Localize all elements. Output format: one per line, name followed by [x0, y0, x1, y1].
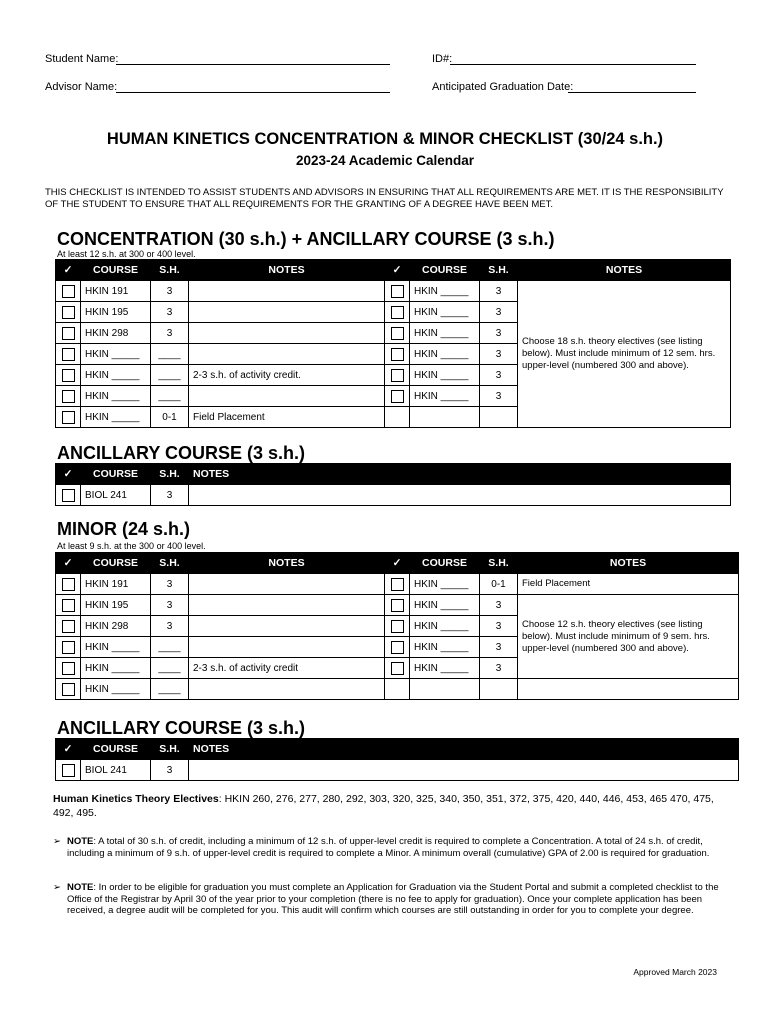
course-header: COURSE [81, 739, 151, 760]
minor-subnote: At least 9 s.h. at the 300 or 400 level. [57, 541, 206, 551]
sh-cell: ____ [151, 344, 189, 365]
checkbox[interactable] [62, 285, 75, 298]
course-cell: HKIN 191 [81, 574, 151, 595]
checkbox[interactable] [62, 578, 75, 591]
checkbox[interactable] [391, 599, 404, 612]
checkbox[interactable] [391, 662, 404, 675]
sh-header: S.H. [151, 739, 189, 760]
notes-cell [189, 344, 385, 365]
table-row [56, 658, 385, 679]
course-cell: HKIN 195 [81, 302, 151, 323]
checkbox[interactable] [62, 390, 75, 403]
notes-cell [189, 386, 385, 407]
sh-cell: 3 [151, 281, 189, 302]
note-text: : In order to be eligible for graduation you must complete an Application for Graduation via the Student Portal and submit a completed checklist to the Office of the Registrar by April 30 of the year prior to your completion (there is no fee to apply for graduation). Once your complete application has been received, a degree audit will be completed for you. This audit will confirm which courses are still outstanding in order for you to complete your degree. [67, 882, 719, 916]
course-cell: HKIN _____ [410, 365, 480, 386]
check-header: ✓ [385, 260, 410, 281]
notes-header: NOTES [189, 464, 731, 485]
sh-header: S.H. [480, 553, 518, 574]
sh-cell: 3 [151, 323, 189, 344]
course-cell: HKIN _____ [410, 323, 480, 344]
notes-cell [189, 595, 385, 616]
notes-cell: 2-3 s.h. of activity credit. [189, 365, 385, 386]
arrow-bullet-icon: ➢ [53, 882, 61, 893]
course-cell: BIOL 241 [81, 485, 151, 506]
advisor-name-label: Advisor Name: [45, 81, 118, 93]
sh-cell: 0-1 [151, 407, 189, 428]
notes-cell [189, 323, 385, 344]
checkbox[interactable] [62, 489, 75, 502]
notes-cell [189, 616, 385, 637]
checkbox[interactable] [391, 348, 404, 361]
course-header: COURSE [81, 464, 151, 485]
table-row [56, 485, 731, 506]
sh-cell: 3 [151, 760, 189, 781]
course-cell: HKIN 195 [81, 595, 151, 616]
sh-cell: 3 [480, 281, 518, 302]
table-row [56, 407, 385, 428]
course-cell: HKIN _____ [81, 637, 151, 658]
checkbox[interactable] [62, 683, 75, 696]
electives-label: Human Kinetics Theory Electives [53, 793, 219, 805]
notes-header: NOTES [518, 260, 731, 281]
student-name-label: Student Name: [45, 53, 119, 65]
notes-cell [189, 760, 739, 781]
ancillary-heading: ANCILLARY COURSE (3 s.h.) [57, 718, 306, 738]
course-cell: HKIN _____ [81, 407, 151, 428]
concentration-subnote: At least 12 s.h. at 300 or 400 level. [57, 249, 196, 259]
table-row [385, 574, 739, 595]
sh-cell: ____ [151, 679, 189, 700]
sh-cell: ____ [151, 637, 189, 658]
notes-header: NOTES [189, 553, 385, 574]
page-title: HUMAN KINETICS CONCENTRATION & MINOR CHECKLIST (30/24 s.h.) [106, 130, 664, 148]
table-row [56, 679, 385, 700]
notes-cell [189, 574, 385, 595]
notes-cell [189, 281, 385, 302]
notes-cell: Field Placement [189, 407, 385, 428]
sh-cell: 3 [151, 574, 189, 595]
student-name-field[interactable] [116, 64, 390, 65]
check-header: ✓ [385, 553, 410, 574]
sh-cell: 0-1 [480, 574, 518, 595]
course-cell: HKIN _____ [81, 365, 151, 386]
table-row [56, 595, 385, 616]
check-header: ✓ [56, 260, 81, 281]
sh-cell: 3 [151, 485, 189, 506]
table-row [56, 386, 385, 407]
checkbox[interactable] [391, 620, 404, 633]
checkbox[interactable] [62, 369, 75, 382]
ancillary-table [55, 738, 739, 781]
sh-cell: 3 [151, 302, 189, 323]
concentration-right-table [384, 259, 731, 428]
checkbox[interactable] [391, 641, 404, 654]
concentration-heading: CONCENTRATION (30 s.h.) + ANCILLARY COURSE (3 s.h.) [57, 229, 555, 249]
table-row [56, 574, 385, 595]
table-row [385, 281, 731, 302]
sh-header: S.H. [151, 553, 189, 574]
sh-cell: 3 [480, 616, 518, 637]
course-cell: HKIN 298 [81, 616, 151, 637]
checkbox[interactable] [62, 348, 75, 361]
table-row [56, 616, 385, 637]
notes-header: NOTES [189, 260, 385, 281]
sh-cell: 3 [480, 323, 518, 344]
check-header: ✓ [56, 553, 81, 574]
checkbox[interactable] [62, 327, 75, 340]
grad-date-field[interactable] [568, 92, 696, 93]
checkbox[interactable] [391, 306, 404, 319]
sh-cell: 3 [480, 658, 518, 679]
checkbox[interactable] [62, 411, 75, 424]
checkbox[interactable] [62, 620, 75, 633]
check-header: ✓ [56, 739, 81, 760]
checkbox[interactable] [391, 578, 404, 591]
disclaimer: THIS CHECKLIST IS INTENDED TO ASSIST STUDENTS AND ADVISORS IN ENSURING THAT ALL REQUIREMENTS ARE MET. IT IS THE RESPONSIBILITY OF THE STUDENT TO ENSURE THAT ALL REQUIREMENTS FOR THE GRANTING OF A DEGREE HAVE BEEN MET. [45, 187, 724, 210]
notes-cell: 2-3 s.h. of activity credit [189, 658, 385, 679]
table-row [56, 365, 385, 386]
sh-cell: ____ [151, 386, 189, 407]
sh-cell: 3 [480, 344, 518, 365]
course-cell: HKIN 298 [81, 323, 151, 344]
minor-heading: MINOR (24 s.h.) [57, 519, 191, 539]
course-cell: HKIN _____ [410, 344, 480, 365]
notes-cell [189, 679, 385, 700]
course-cell: HKIN _____ [410, 616, 480, 637]
table-row [385, 595, 739, 616]
course-cell: HKIN _____ [410, 302, 480, 323]
sh-cell: 3 [151, 616, 189, 637]
sh-cell: ____ [151, 365, 189, 386]
sh-cell: 3 [480, 302, 518, 323]
course-cell: HKIN _____ [81, 658, 151, 679]
checkbox[interactable] [62, 662, 75, 675]
electives-note-cell: Choose 18 s.h. theory electives (see listing below). Must include minimum of 12 sem. hrs. upper-level (numbered 300 and above). [518, 281, 731, 428]
id-label: ID#: [432, 53, 453, 65]
sh-header: S.H. [480, 260, 518, 281]
course-header: COURSE [81, 260, 151, 281]
approved-date: Approved March 2023 [633, 967, 717, 977]
note-label: NOTE [67, 836, 94, 847]
course-header: COURSE [81, 553, 151, 574]
course-cell: BIOL 241 [81, 760, 151, 781]
id-field[interactable] [450, 64, 696, 65]
sh-cell: ____ [151, 658, 189, 679]
course-cell: HKIN _____ [410, 658, 480, 679]
table-row [385, 679, 739, 700]
sh-cell: 3 [151, 595, 189, 616]
notes-cell [189, 637, 385, 658]
checkbox[interactable] [62, 641, 75, 654]
table-row [56, 344, 385, 365]
sh-cell: 3 [480, 386, 518, 407]
notes-header: NOTES [518, 553, 739, 574]
checkbox[interactable] [391, 369, 404, 382]
page-subtitle: 2023-24 Academic Calendar [295, 153, 475, 168]
notes-cell [189, 302, 385, 323]
table-row [56, 637, 385, 658]
course-cell: HKIN _____ [410, 595, 480, 616]
course-cell: HKIN _____ [81, 386, 151, 407]
note-text: : A total of 30 s.h. of credit, including a minimum of 12 s.h. of upper-level credit is required to complete a Concentration. A total of 24 s.h. of credit, including a minimum of 9 s.h. of upper-level credit is required to complete a Minor. A minimum overall (cumulative) GPA of 2.00 is required for graduation. [67, 836, 710, 859]
course-cell: HKIN _____ [81, 344, 151, 365]
sh-header: S.H. [151, 464, 189, 485]
note-label: NOTE [67, 882, 94, 893]
checkbox[interactable] [62, 764, 75, 777]
checkbox[interactable] [62, 599, 75, 612]
theory-electives [53, 792, 733, 820]
sh-header: S.H. [151, 260, 189, 281]
electives-note-cell: Choose 12 s.h. theory electives (see listing below). Must include minimum of 9 sem. hrs. upper-level (numbered 300 and above). [518, 595, 739, 679]
course-cell: HKIN _____ [410, 574, 480, 595]
sh-cell: 3 [480, 365, 518, 386]
table-row [56, 302, 385, 323]
notes-cell [189, 485, 731, 506]
checkbox[interactable] [62, 306, 75, 319]
ancillary-heading: ANCILLARY COURSE (3 s.h.) [57, 443, 306, 463]
table-row [56, 323, 385, 344]
arrow-bullet-icon: ➢ [53, 836, 61, 847]
field-placement-note: Field Placement [518, 574, 739, 595]
minor-right-table [384, 552, 739, 700]
check-header: ✓ [56, 464, 81, 485]
table-row [56, 281, 385, 302]
notes-header: NOTES [189, 739, 739, 760]
checkbox[interactable] [391, 390, 404, 403]
sh-cell: 3 [480, 595, 518, 616]
ancillary-table [55, 463, 731, 506]
course-header: COURSE [410, 553, 480, 574]
course-cell: HKIN _____ [81, 679, 151, 700]
course-cell: HKIN _____ [410, 281, 480, 302]
checkbox[interactable] [391, 285, 404, 298]
table-row [56, 760, 739, 781]
course-header: COURSE [410, 260, 480, 281]
note-block [53, 836, 723, 859]
advisor-name-field[interactable] [116, 92, 390, 93]
concentration-left-table [55, 259, 385, 428]
course-cell: HKIN 191 [81, 281, 151, 302]
checkbox[interactable] [391, 327, 404, 340]
course-cell: HKIN _____ [410, 637, 480, 658]
minor-left-table [55, 552, 385, 700]
grad-date-label: Anticipated Graduation Date: [432, 81, 574, 93]
note-block [53, 882, 723, 917]
sh-cell: 3 [480, 637, 518, 658]
electives-list: : HKIN 260, 276, 277, 280, 292, 303, 320, 325, 340, 350, 351, 372, 375, 420, 440, 446, 453, 465 470, 475, 492, 495. [53, 793, 714, 819]
course-cell: HKIN _____ [410, 386, 480, 407]
